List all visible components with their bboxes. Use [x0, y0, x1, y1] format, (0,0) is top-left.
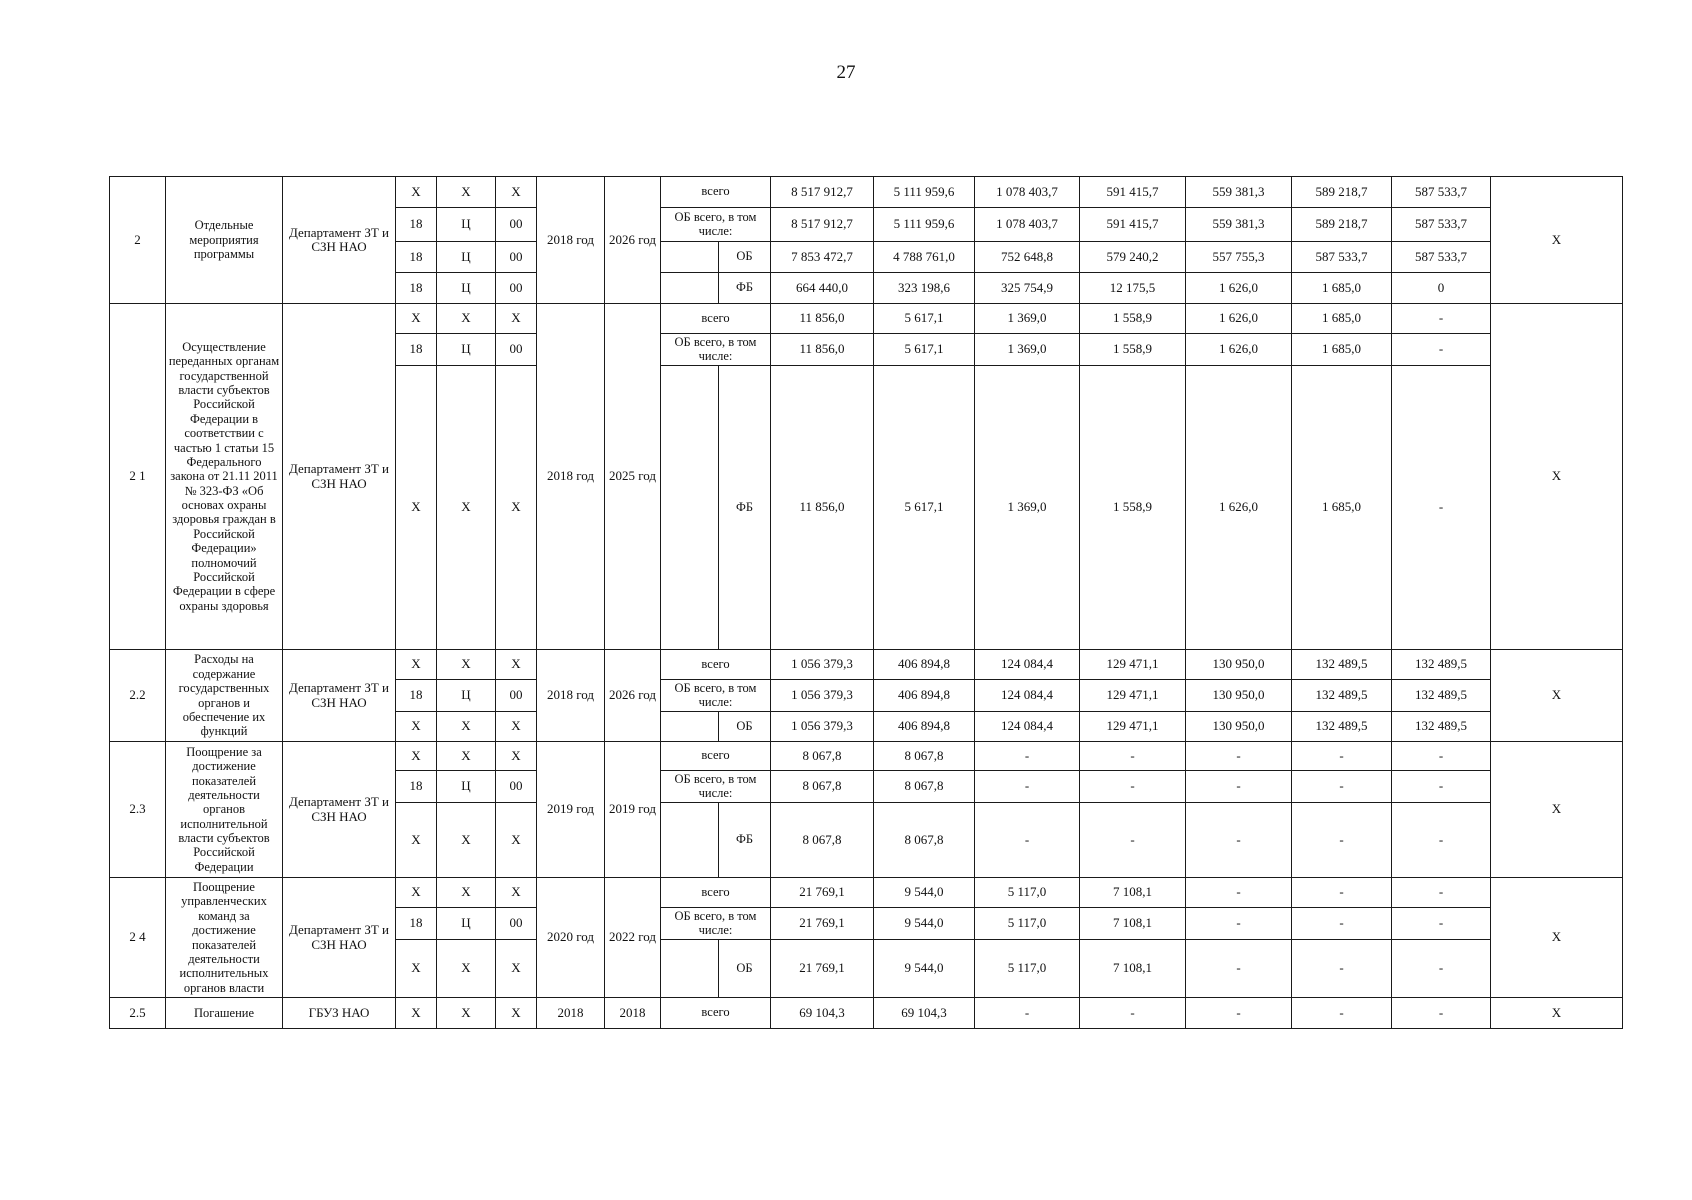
amount-cell: 5 111 959,6: [874, 208, 975, 242]
code-program: Ц: [437, 908, 496, 940]
amount-cell: -: [1080, 998, 1186, 1029]
code-grbs: Х: [396, 304, 437, 334]
amount-cell: -: [1186, 908, 1292, 940]
amount-cell: 5 117,0: [975, 940, 1080, 998]
amount-cell: -: [1292, 878, 1392, 908]
amount-cell: 406 894,8: [874, 712, 975, 742]
financing-source: всего: [661, 177, 771, 208]
code-grbs: 18: [396, 771, 437, 803]
amount-cell: 406 894,8: [874, 680, 975, 712]
amount-cell: 1 558,9: [1080, 334, 1186, 366]
table-row: [110, 177, 1623, 208]
financing-source: ОБ: [719, 242, 771, 273]
row-number: 2: [110, 177, 166, 304]
start-year: 2018 год: [537, 650, 605, 742]
amount-cell: -: [1392, 366, 1491, 650]
amount-cell: 1 685,0: [1292, 304, 1392, 334]
amount-cell: 589 218,7: [1292, 177, 1392, 208]
financing-source: ОБ: [719, 712, 771, 742]
amount-cell: 8 067,8: [874, 742, 975, 771]
amount-cell: 7 108,1: [1080, 878, 1186, 908]
row-number: 2.3: [110, 742, 166, 878]
amount-cell: 8 067,8: [771, 803, 874, 878]
activity-name: Поощрение за достижение показателей деятельности органов исполнительной власти субъектов Российской Федерации: [166, 742, 283, 878]
amount-cell: 1 078 403,7: [975, 177, 1080, 208]
code-subprogram: 00: [496, 334, 537, 366]
code-grbs: 18: [396, 208, 437, 242]
activity-name: Осуществление переданных органам государственной власти субъектов Российской Федерации в соответствии с частью 1 статьи 15 Федерального закона от 21.11 2011 № 323-ФЗ «Об основах охраны здоровья граждан в Российской Федерации» полномочий Российской Федерации в сфере охраны здоровья: [166, 304, 283, 650]
table-row: [110, 304, 1623, 334]
start-year: 2018 год: [537, 177, 605, 304]
end-year: 2019 год: [605, 742, 661, 878]
financing-indent: [661, 940, 719, 998]
financing-source: ФБ: [719, 273, 771, 304]
row-number: 2.2: [110, 650, 166, 742]
amount-cell: 1 369,0: [975, 366, 1080, 650]
amount-cell: 1 558,9: [1080, 304, 1186, 334]
financing-source: ФБ: [719, 803, 771, 878]
code-program: Ц: [437, 771, 496, 803]
amount-cell: 130 950,0: [1186, 650, 1292, 680]
amount-cell: 69 104,3: [771, 998, 874, 1029]
table-row: [110, 742, 1623, 771]
amount-cell: 5 617,1: [874, 366, 975, 650]
amount-cell: 8 067,8: [771, 771, 874, 803]
amount-cell: -: [1392, 304, 1491, 334]
amount-cell: -: [1080, 803, 1186, 878]
end-year: 2025 год: [605, 304, 661, 650]
amount-cell: -: [1186, 998, 1292, 1029]
amount-cell: -: [1292, 771, 1392, 803]
amount-cell: 7 853 472,7: [771, 242, 874, 273]
financing-indent: [661, 803, 719, 878]
amount-cell: 587 533,7: [1392, 208, 1491, 242]
financing-indent: [661, 366, 719, 650]
amount-cell: 5 617,1: [874, 334, 975, 366]
amount-cell: 587 533,7: [1292, 242, 1392, 273]
amount-cell: 1 685,0: [1292, 273, 1392, 304]
code-program: Х: [437, 177, 496, 208]
executor: ГБУЗ НАО: [283, 998, 396, 1029]
code-subprogram: Х: [496, 712, 537, 742]
executor: Департамент ЗТ и СЗН НАО: [283, 177, 396, 304]
amount-cell: -: [1080, 771, 1186, 803]
financing-source: ОБ всего, в том числе:: [661, 208, 771, 242]
code-grbs: Х: [396, 940, 437, 998]
code-subprogram: 00: [496, 208, 537, 242]
amount-cell: -: [1186, 803, 1292, 878]
code-grbs: 18: [396, 908, 437, 940]
code-grbs: 18: [396, 273, 437, 304]
row-number: 2 4: [110, 878, 166, 998]
amount-cell: -: [1186, 940, 1292, 998]
amount-cell: 1 078 403,7: [975, 208, 1080, 242]
amount-cell: -: [975, 998, 1080, 1029]
financing-source: всего: [661, 742, 771, 771]
amount-cell: 1 685,0: [1292, 366, 1392, 650]
activity-name: Погашение: [166, 998, 283, 1029]
amount-cell: 406 894,8: [874, 650, 975, 680]
code-subprogram: Х: [496, 650, 537, 680]
amount-cell: 11 856,0: [771, 304, 874, 334]
amount-cell: 323 198,6: [874, 273, 975, 304]
amount-cell: -: [1392, 998, 1491, 1029]
amount-cell: 124 084,4: [975, 712, 1080, 742]
amount-cell: 325 754,9: [975, 273, 1080, 304]
end-year: 2026 год: [605, 177, 661, 304]
code-program: Ц: [437, 680, 496, 712]
amount-cell: 130 950,0: [1186, 680, 1292, 712]
amount-cell: 8 517 912,7: [771, 177, 874, 208]
code-program: Х: [437, 803, 496, 878]
start-year: 2018: [537, 998, 605, 1029]
code-program: Ц: [437, 208, 496, 242]
amount-cell: -: [1392, 878, 1491, 908]
amount-cell: 132 489,5: [1392, 650, 1491, 680]
amount-cell: 1 626,0: [1186, 273, 1292, 304]
note-cell: Х: [1491, 304, 1623, 650]
executor: Департамент ЗТ и СЗН НАО: [283, 304, 396, 650]
code-program: Х: [437, 742, 496, 771]
amount-cell: 9 544,0: [874, 878, 975, 908]
amount-cell: 11 856,0: [771, 334, 874, 366]
code-subprogram: Х: [496, 742, 537, 771]
amount-cell: 132 489,5: [1392, 680, 1491, 712]
executor: Департамент ЗТ и СЗН НАО: [283, 650, 396, 742]
code-subprogram: Х: [496, 366, 537, 650]
code-grbs: Х: [396, 712, 437, 742]
financing-indent: [661, 712, 719, 742]
amount-cell: 124 084,4: [975, 680, 1080, 712]
amount-cell: 1 369,0: [975, 334, 1080, 366]
amount-cell: -: [1186, 742, 1292, 771]
amount-cell: 5 117,0: [975, 878, 1080, 908]
code-subprogram: Х: [496, 803, 537, 878]
amount-cell: 1 685,0: [1292, 334, 1392, 366]
amount-cell: 1 056 379,3: [771, 712, 874, 742]
amount-cell: 4 788 761,0: [874, 242, 975, 273]
amount-cell: 1 626,0: [1186, 366, 1292, 650]
amount-cell: 12 175,5: [1080, 273, 1186, 304]
code-subprogram: 00: [496, 680, 537, 712]
amount-cell: 132 489,5: [1292, 712, 1392, 742]
code-grbs: Х: [396, 878, 437, 908]
end-year: 2022 год: [605, 878, 661, 998]
code-subprogram: 00: [496, 771, 537, 803]
amount-cell: -: [1392, 742, 1491, 771]
code-grbs: Х: [396, 742, 437, 771]
amount-cell: 664 440,0: [771, 273, 874, 304]
executor: Департамент ЗТ и СЗН НАО: [283, 878, 396, 998]
amount-cell: -: [975, 803, 1080, 878]
amount-cell: 129 471,1: [1080, 650, 1186, 680]
note-cell: Х: [1491, 650, 1623, 742]
code-subprogram: Х: [496, 998, 537, 1029]
amount-cell: 587 533,7: [1392, 242, 1491, 273]
amount-cell: -: [1392, 940, 1491, 998]
amount-cell: 591 415,7: [1080, 177, 1186, 208]
amount-cell: -: [1392, 334, 1491, 366]
amount-cell: 1 056 379,3: [771, 650, 874, 680]
end-year: 2018: [605, 998, 661, 1029]
code-program: Х: [437, 998, 496, 1029]
amount-cell: 589 218,7: [1292, 208, 1392, 242]
code-grbs: 18: [396, 334, 437, 366]
code-grbs: 18: [396, 680, 437, 712]
financing-source: всего: [661, 998, 771, 1029]
amount-cell: -: [1080, 742, 1186, 771]
amount-cell: -: [1392, 803, 1491, 878]
executor: Департамент ЗТ и СЗН НАО: [283, 742, 396, 878]
amount-cell: -: [1292, 940, 1392, 998]
financing-source: ОБ всего, в том числе:: [661, 680, 771, 712]
amount-cell: 1 056 379,3: [771, 680, 874, 712]
financing-source: всего: [661, 878, 771, 908]
amount-cell: 559 381,3: [1186, 208, 1292, 242]
activity-name: Отдельные мероприятия программы: [166, 177, 283, 304]
start-year: 2019 год: [537, 742, 605, 878]
amount-cell: 752 648,8: [975, 242, 1080, 273]
amount-cell: -: [1292, 742, 1392, 771]
amount-cell: 132 489,5: [1392, 712, 1491, 742]
amount-cell: 8 067,8: [771, 742, 874, 771]
code-grbs: Х: [396, 650, 437, 680]
table-row: [110, 998, 1623, 1029]
table-row: [110, 650, 1623, 680]
amount-cell: 124 084,4: [975, 650, 1080, 680]
amount-cell: -: [1292, 998, 1392, 1029]
budget-table: [109, 176, 1623, 1029]
amount-cell: 1 558,9: [1080, 366, 1186, 650]
code-grbs: Х: [396, 177, 437, 208]
table-row: [110, 878, 1623, 908]
financing-source: ОБ: [719, 940, 771, 998]
amount-cell: -: [975, 771, 1080, 803]
note-cell: Х: [1491, 742, 1623, 878]
note-cell: Х: [1491, 998, 1623, 1029]
amount-cell: 7 108,1: [1080, 908, 1186, 940]
amount-cell: 559 381,3: [1186, 177, 1292, 208]
code-program: Х: [437, 712, 496, 742]
amount-cell: 132 489,5: [1292, 650, 1392, 680]
code-subprogram: Х: [496, 304, 537, 334]
amount-cell: 21 769,1: [771, 878, 874, 908]
start-year: 2018 год: [537, 304, 605, 650]
code-subprogram: Х: [496, 940, 537, 998]
amount-cell: 132 489,5: [1292, 680, 1392, 712]
amount-cell: -: [1392, 771, 1491, 803]
amount-cell: 7 108,1: [1080, 940, 1186, 998]
financing-source: ОБ всего, в том числе:: [661, 908, 771, 940]
amount-cell: 1 626,0: [1186, 334, 1292, 366]
note-cell: Х: [1491, 177, 1623, 304]
amount-cell: 21 769,1: [771, 908, 874, 940]
code-grbs: Х: [396, 998, 437, 1029]
amount-cell: -: [975, 742, 1080, 771]
amount-cell: 130 950,0: [1186, 712, 1292, 742]
amount-cell: -: [1186, 771, 1292, 803]
page-number: 27: [836, 62, 856, 83]
amount-cell: 5 617,1: [874, 304, 975, 334]
amount-cell: 5 117,0: [975, 908, 1080, 940]
note-cell: Х: [1491, 878, 1623, 998]
code-subprogram: Х: [496, 878, 537, 908]
amount-cell: 0: [1392, 273, 1491, 304]
code-program: Х: [437, 304, 496, 334]
amount-cell: 21 769,1: [771, 940, 874, 998]
amount-cell: -: [1292, 908, 1392, 940]
activity-name: Поощрение управленческих команд за достижение показателей деятельности исполнительных органов власти: [166, 878, 283, 998]
code-program: Х: [437, 940, 496, 998]
amount-cell: 579 240,2: [1080, 242, 1186, 273]
start-year: 2020 год: [537, 878, 605, 998]
code-program: Х: [437, 650, 496, 680]
amount-cell: -: [1392, 908, 1491, 940]
amount-cell: -: [1292, 803, 1392, 878]
code-grbs: 18: [396, 242, 437, 273]
end-year: 2026 год: [605, 650, 661, 742]
amount-cell: 591 415,7: [1080, 208, 1186, 242]
code-subprogram: 00: [496, 242, 537, 273]
row-number: 2.5: [110, 998, 166, 1029]
amount-cell: 129 471,1: [1080, 712, 1186, 742]
financing-source: всего: [661, 304, 771, 334]
row-number: 2 1: [110, 304, 166, 650]
code-program: Ц: [437, 273, 496, 304]
activity-name: Расходы на содержание государственных органов и обеспечение их функций: [166, 650, 283, 742]
financing-source: ОБ всего, в том числе:: [661, 771, 771, 803]
amount-cell: 8 517 912,7: [771, 208, 874, 242]
code-program: Ц: [437, 334, 496, 366]
amount-cell: 8 067,8: [874, 771, 975, 803]
amount-cell: 1 369,0: [975, 304, 1080, 334]
amount-cell: 129 471,1: [1080, 680, 1186, 712]
amount-cell: 69 104,3: [874, 998, 975, 1029]
financing-indent: [661, 273, 719, 304]
amount-cell: -: [1186, 878, 1292, 908]
amount-cell: 587 533,7: [1392, 177, 1491, 208]
code-subprogram: 00: [496, 908, 537, 940]
amount-cell: 11 856,0: [771, 366, 874, 650]
financing-source: ФБ: [719, 366, 771, 650]
code-program: Х: [437, 878, 496, 908]
amount-cell: 5 111 959,6: [874, 177, 975, 208]
code-subprogram: Х: [496, 177, 537, 208]
code-program: Ц: [437, 242, 496, 273]
amount-cell: 8 067,8: [874, 803, 975, 878]
amount-cell: 1 626,0: [1186, 304, 1292, 334]
financing-source: всего: [661, 650, 771, 680]
code-grbs: Х: [396, 803, 437, 878]
financing-indent: [661, 242, 719, 273]
amount-cell: 9 544,0: [874, 940, 975, 998]
amount-cell: 9 544,0: [874, 908, 975, 940]
amount-cell: 557 755,3: [1186, 242, 1292, 273]
code-subprogram: 00: [496, 273, 537, 304]
code-program: Х: [437, 366, 496, 650]
code-grbs: Х: [396, 366, 437, 650]
financing-source: ОБ всего, в том числе:: [661, 334, 771, 366]
